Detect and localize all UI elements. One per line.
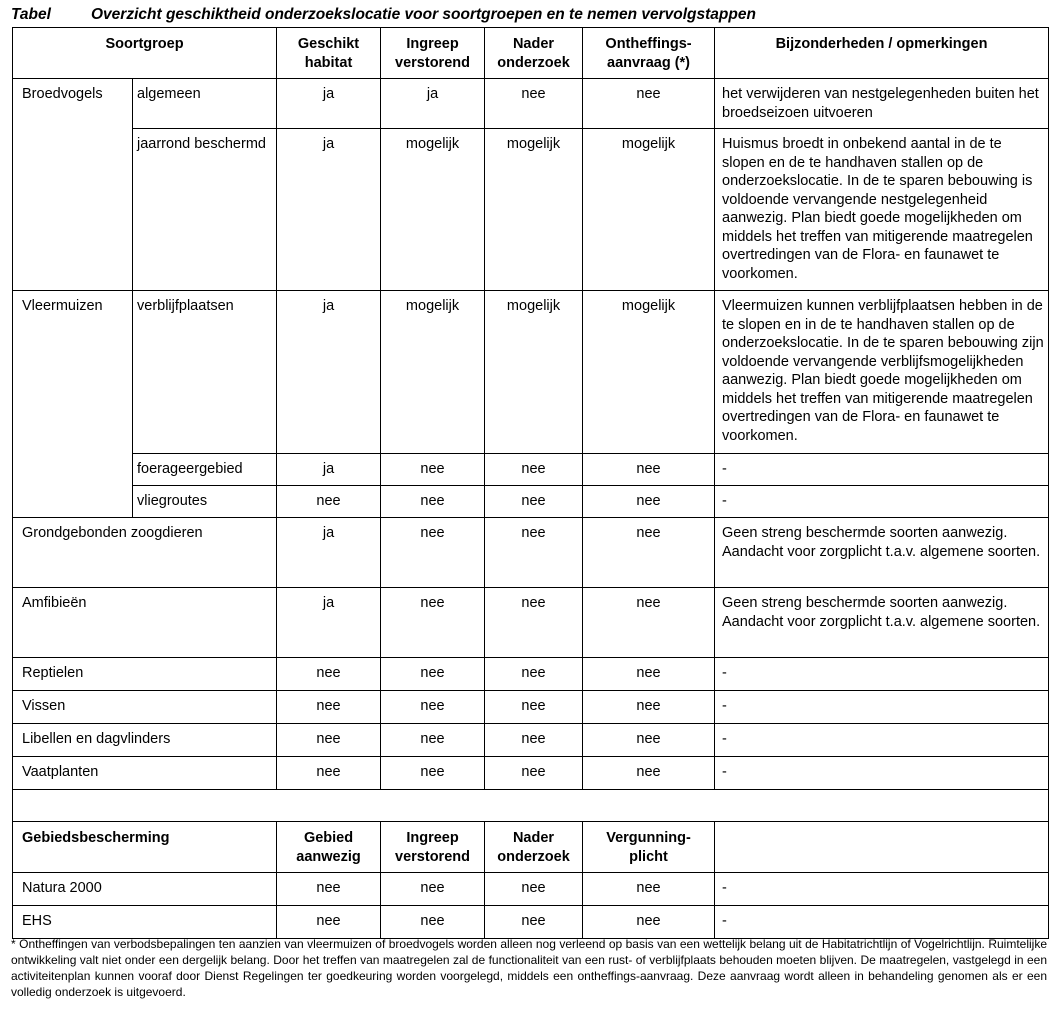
cell-ontheffing: nee bbox=[583, 79, 715, 129]
cell-note: - bbox=[715, 757, 1049, 790]
header-ontheffing: Ontheffings-aanvraag (*) bbox=[583, 28, 715, 79]
cell-note: - bbox=[715, 454, 1049, 486]
gebied-natura: Natura 2000 bbox=[13, 873, 277, 906]
cell-nader: nee bbox=[485, 658, 583, 691]
group-amfibieen: Amfibieën bbox=[13, 588, 277, 658]
sub-vlieg: vliegroutes bbox=[133, 486, 277, 518]
header-geschikt: Geschikt habitat bbox=[277, 28, 381, 79]
cell-nader: mogelijk bbox=[485, 291, 583, 454]
cell-ingreep: mogelijk bbox=[381, 129, 485, 291]
cell-geschikt: nee bbox=[277, 658, 381, 691]
table-row bbox=[13, 691, 1049, 724]
table-row bbox=[13, 79, 1049, 129]
cell-geschikt: ja bbox=[277, 518, 381, 588]
cell-ingreep: nee bbox=[381, 873, 485, 906]
cell-ontheffing: nee bbox=[583, 588, 715, 658]
sub-verblijf: verblijfplaatsen bbox=[133, 291, 277, 454]
cell-nader: nee bbox=[485, 757, 583, 790]
cell-nader: nee bbox=[485, 518, 583, 588]
cell-geschikt: ja bbox=[277, 291, 381, 454]
caption-label: Tabel bbox=[11, 6, 51, 23]
sub-algemeen: algemeen bbox=[133, 79, 277, 129]
header-bijzonderheden: Bijzonderheden / opmerkingen bbox=[715, 28, 1049, 79]
cell-geschikt: ja bbox=[277, 588, 381, 658]
header-soortgroep: Soortgroep bbox=[13, 28, 277, 79]
header-gebied-ingreep: Ingreep verstorend bbox=[381, 822, 485, 873]
header-vergunning: Vergunning-plicht bbox=[583, 822, 715, 873]
cell-nader: mogelijk bbox=[485, 129, 583, 291]
group-broedvogels: Broedvogels bbox=[13, 79, 133, 129]
sub-jaarrond: jaarrond beschermd bbox=[133, 129, 277, 291]
cell-nader: nee bbox=[485, 486, 583, 518]
header-gebied-empty bbox=[715, 822, 1049, 873]
cell-geschikt: ja bbox=[277, 79, 381, 129]
cell-ingreep: nee bbox=[381, 757, 485, 790]
sub-foerage: foerageergebied bbox=[133, 454, 277, 486]
table-row bbox=[13, 724, 1049, 757]
cell-ingreep: ja bbox=[381, 79, 485, 129]
cell-geschikt: nee bbox=[277, 486, 381, 518]
table-caption bbox=[11, 6, 756, 24]
cell-nader: nee bbox=[485, 454, 583, 486]
cell-ontheffing: nee bbox=[583, 454, 715, 486]
cell-note: - bbox=[715, 486, 1049, 518]
cell-note: - bbox=[715, 658, 1049, 691]
species-table bbox=[12, 27, 1049, 939]
table-row bbox=[13, 658, 1049, 691]
cell-geschikt: nee bbox=[277, 724, 381, 757]
cell-note: - bbox=[715, 724, 1049, 757]
cell-note: - bbox=[715, 906, 1049, 939]
group-vaatplanten: Vaatplanten bbox=[13, 757, 277, 790]
table-row bbox=[13, 757, 1049, 790]
table-row bbox=[13, 291, 1049, 454]
cell-ontheffing: nee bbox=[583, 757, 715, 790]
cell-note: Huismus broedt in onbekend aantal in de te slopen en de te handhaven stallen op de onderzoekslocatie. In de te sparen bebouwing is voldoende vervangende nestgelegenheid aanwezig. Plan biedt goede mogelijkheden om middels het treffen van mitigerende maatregelen overtredingen van de Flora- en faunawet te voorkomen. bbox=[715, 129, 1049, 291]
cell-vergunning: nee bbox=[583, 906, 715, 939]
cell-ingreep: nee bbox=[381, 724, 485, 757]
cell-ontheffing: nee bbox=[583, 724, 715, 757]
cell-note: het verwijderen van nestgelegenheden buiten het broedseizoen uitvoeren bbox=[715, 79, 1049, 129]
footnote: * Ontheffingen van verbodsbepalingen ten aanzien van vleermuizen of broedvogels worden alleen nog verleend op basis van een wettelijk belang uit de Habitatrichtlijn of Vogelrichtlijn. Ruimtelijke ontwikkeling valt niet onder een dergelijk belang. Door het treffen van maatregelen zal de functionaliteit van een rust- of verblijfplaats behouden moeten blijven. De maatregelen, vastgelegd in een activiteitenplan kunnen vooraf door Dienst Regelingen ter goedkeuring worden voorgelegd, middels een ontheffings-aanvraag. Deze aanvraag wordt alleen in behandeling genomen als er een volledig onderzoek is uitgevoerd. bbox=[11, 937, 1047, 999]
cell-ingreep: mogelijk bbox=[381, 291, 485, 454]
cell-geschikt: ja bbox=[277, 454, 381, 486]
cell-ontheffing: nee bbox=[583, 518, 715, 588]
header-nader: Nader onderzoek bbox=[485, 28, 583, 79]
cell-note: Geen streng beschermde soorten aanwezig. Aandacht voor zorgplicht t.a.v. algemene soorten. bbox=[715, 588, 1049, 658]
cell-nader: nee bbox=[485, 691, 583, 724]
table-row bbox=[13, 588, 1049, 658]
cell-ingreep: nee bbox=[381, 658, 485, 691]
cell-ontheffing: nee bbox=[583, 658, 715, 691]
cell-nader: nee bbox=[485, 588, 583, 658]
group-reptielen: Reptielen bbox=[13, 658, 277, 691]
table-row bbox=[13, 454, 1049, 486]
table-row bbox=[13, 518, 1049, 588]
gebied-header-row bbox=[13, 822, 1049, 873]
header-gebiedsbescherming: Gebiedsbescherming bbox=[13, 822, 277, 873]
spacer-cell bbox=[13, 790, 1049, 822]
cell-nader: nee bbox=[485, 873, 583, 906]
cell-geschikt: ja bbox=[277, 129, 381, 291]
table-row bbox=[13, 129, 1049, 291]
table-spacer-row bbox=[13, 790, 1049, 822]
table-row bbox=[13, 906, 1049, 939]
cell-note: - bbox=[715, 873, 1049, 906]
cell-ontheffing: mogelijk bbox=[583, 129, 715, 291]
cell-geschikt: nee bbox=[277, 757, 381, 790]
group-vleermuizen-cont bbox=[13, 454, 133, 486]
cell-note: Vleermuizen kunnen verblijfplaatsen hebben in de te slopen en in de te handhaven stallen op de onderzoekslocatie. In de te sparen bebouwing zijn voldoende vervangende verblijfsmogelijkheden aanwezig. Plan biedt goede mogelijkheden om middels het treffen van mitigerende maatregelen overtredingen van de Flora- en faunawet te voorkomen. bbox=[715, 291, 1049, 454]
group-vleermuizen: Vleermuizen bbox=[13, 291, 133, 454]
gebied-ehs: EHS bbox=[13, 906, 277, 939]
cell-vergunning: nee bbox=[583, 873, 715, 906]
cell-ontheffing: nee bbox=[583, 691, 715, 724]
group-vissen: Vissen bbox=[13, 691, 277, 724]
cell-ontheffing: mogelijk bbox=[583, 291, 715, 454]
cell-nader: nee bbox=[485, 79, 583, 129]
group-libellen: Libellen en dagvlinders bbox=[13, 724, 277, 757]
header-gebied-aanwezig: Gebied aanwezig bbox=[277, 822, 381, 873]
cell-gebied: nee bbox=[277, 873, 381, 906]
cell-ingreep: nee bbox=[381, 906, 485, 939]
table-row bbox=[13, 486, 1049, 518]
table-row bbox=[13, 873, 1049, 906]
cell-gebied: nee bbox=[277, 906, 381, 939]
header-gebied-nader: Nader onderzoek bbox=[485, 822, 583, 873]
group-vleermuizen-cont bbox=[13, 486, 133, 518]
cell-geschikt: nee bbox=[277, 691, 381, 724]
cell-ontheffing: nee bbox=[583, 486, 715, 518]
cell-nader: nee bbox=[485, 906, 583, 939]
cell-ingreep: nee bbox=[381, 691, 485, 724]
cell-nader: nee bbox=[485, 724, 583, 757]
cell-ingreep: nee bbox=[381, 454, 485, 486]
cell-note: - bbox=[715, 691, 1049, 724]
cell-ingreep: nee bbox=[381, 588, 485, 658]
group-grondgebonden: Grondgebonden zoogdieren bbox=[13, 518, 277, 588]
cell-note: Geen streng beschermde soorten aanwezig. Aandacht voor zorgplicht t.a.v. algemene soorten. bbox=[715, 518, 1049, 588]
caption-title: Overzicht geschiktheid onderzoekslocatie voor soortgroepen en te nemen vervolgstappen bbox=[91, 6, 756, 23]
cell-ingreep: nee bbox=[381, 486, 485, 518]
table-header-row bbox=[13, 28, 1049, 79]
header-ingreep: Ingreep verstorend bbox=[381, 28, 485, 79]
group-broedvogels-cont bbox=[13, 129, 133, 291]
cell-ingreep: nee bbox=[381, 518, 485, 588]
